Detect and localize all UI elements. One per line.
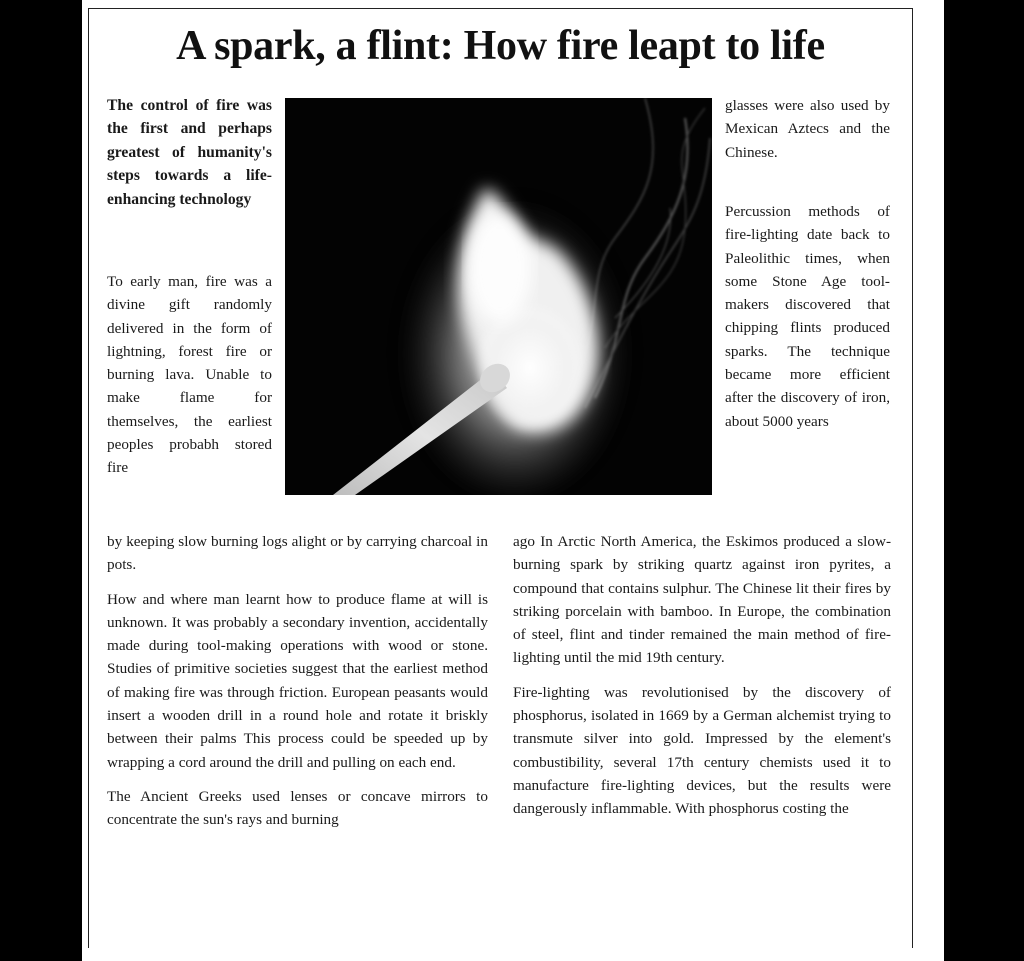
left-paragraph-3: The Ancient Greeks used lenses or concave mirrors to concentrate the sun's rays and burning <box>107 787 488 829</box>
left-paragraph-2: How and where man learnt how to produce flame at will is unknown. It was probably a secondary invention, accidentally made during tool-making operations with wood or stone. Studies of primitive societies suggest that the earliest method of making fire was through friction. European peasants would insert a wooden drill in a round hole and rotate it briskly between their palms This process could be speeded up by wrapping a cord around the drill and pulling on each end. <box>107 590 488 771</box>
right-column <box>513 530 891 821</box>
article-title: A spark, a flint: How fire leapt to life <box>176 23 825 69</box>
right-wrap-text-2: Percussion methods of fire-lighting date back to Paleolithic times, when some Stone Age tool-makers discovered that chipping flints produced sparks. The technique became more efficient after the discovery of iron, about 5000 years <box>725 203 890 430</box>
article-lead: The control of fire was the first and perhaps greatest of humanity's steps towards a life-enhancing technology <box>107 97 272 208</box>
match-flame-photo <box>285 98 712 495</box>
left-paragraph-1: by keeping slow burning logs alight or by carrying charcoal in pots. <box>107 533 488 574</box>
left-wrap-text: To early man, fire was a divine gift randomly delivered in the form of lightning, forest fire or burning lava. Unable to make flame for themselves, the earliest peoples probabh stored fire <box>107 273 272 477</box>
right-paragraph-2: Fire-lighting was revolutionised by the discovery of phosphorus, isolated in 1669 by a German alchemist trying to transmute silver into gold. Impressed by the element's combustibility, several 17th century chemists used it to manufacture fire-lighting devices, but the results were dangerously inflammable. With phosphorus costing the <box>513 683 891 818</box>
right-paragraph-1: ago In Arctic North America, the Eskimos produced a slow-burning spark by striking quartz against iron pyrites, a compound that contains sulphur. The Chinese lit their fires by striking porcelain with bamboo. In Europe, the combination of steel, flint and tinder remained the main method of fire-lighting until the mid 19th century. <box>513 533 891 667</box>
right-wrap-text-1: glasses were also used by Mexican Aztecs and the Chinese. <box>725 97 890 161</box>
match-flame-illustration <box>285 98 712 495</box>
flame <box>395 178 635 495</box>
left-column <box>107 530 488 832</box>
